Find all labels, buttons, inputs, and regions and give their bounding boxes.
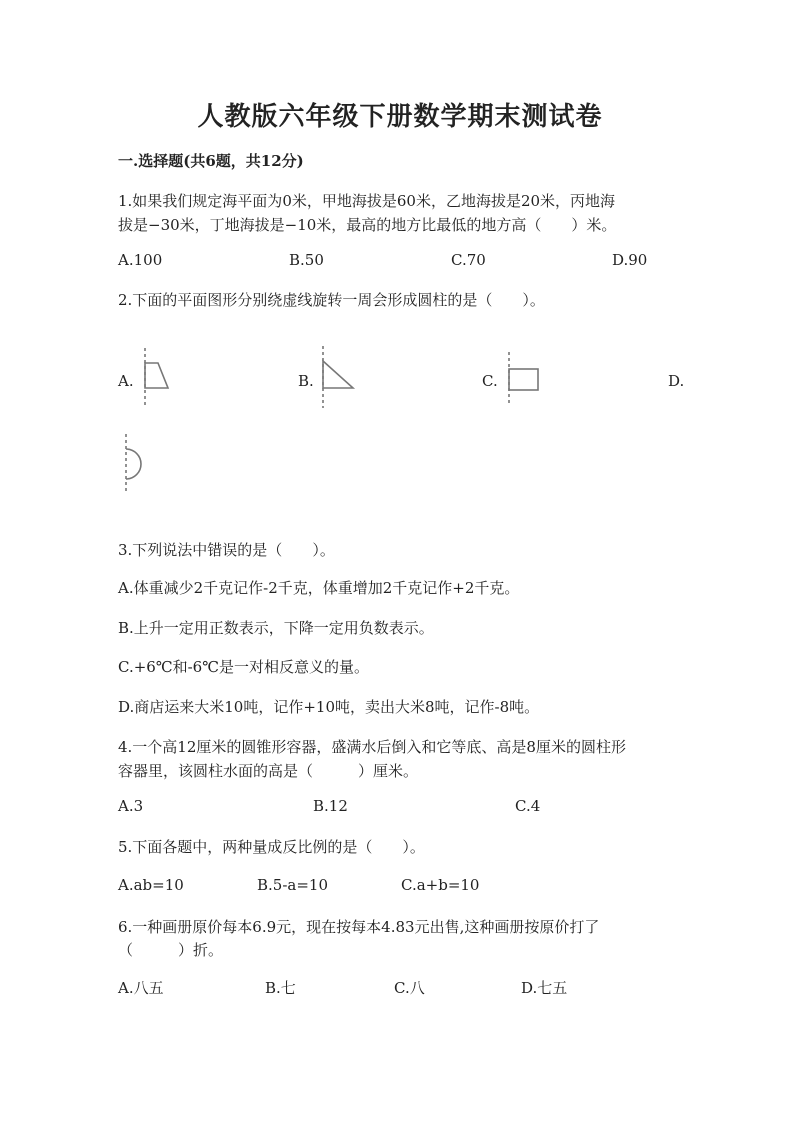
q3-option-b: B.上升一定用正数表示，下降一定用负数表示。: [118, 619, 434, 637]
section-heading: 一.选择题(共6题，共12分): [118, 152, 304, 170]
q1-text-line1: 1.如果我们规定海平面为0米，甲地海拔是60米，乙地海拔是20米，丙地海: [118, 192, 616, 210]
rectangle-figure: [502, 350, 544, 406]
trapezoid-figure: [136, 346, 176, 408]
triangle-figure: [316, 344, 358, 410]
q3-option-d: D.商店运来大米10吨，记作+10吨，卖出大米8吨，记作-8吨。: [118, 698, 540, 716]
q1-option-b: B.50: [289, 251, 324, 269]
q6-option-a: A.八五: [118, 979, 164, 997]
q6-text-line1: 6.一种画册原价每本6.9元，现在按每本4.83元出售,这种画册按原价打了: [118, 918, 600, 936]
q4-option-c: C.4: [515, 797, 541, 815]
q3-option-a: A.体重减少2千克记作-2千克，体重增加2千克记作+2千克。: [118, 579, 520, 597]
q4-text-line1: 4.一个高12厘米的圆锥形容器，盛满水后倒入和它等底、高是8厘米的圆柱形: [118, 738, 626, 756]
semicircle-figure: [118, 432, 154, 494]
q6-text-line2: （ ）折。: [118, 941, 224, 959]
q3-text: 3.下列说法中错误的是（ ）。: [118, 541, 335, 559]
q4-option-b: B.12: [313, 797, 348, 815]
q2-text: 2.下面的平面图形分别绕虚线旋转一周会形成圆柱的是（ ）。: [118, 291, 545, 309]
q4-option-a: A.3: [118, 797, 144, 815]
q1-option-c: C.70: [451, 251, 486, 269]
q2-option-b-label: B.: [298, 372, 314, 390]
page-title: 人教版六年级下册数学期末测试卷: [197, 102, 603, 132]
q2-option-a-label: A.: [118, 372, 134, 390]
q6-option-b: B.七: [265, 979, 296, 997]
q1-text-line2: 拔是−30米，丁地海拔是−10米，最高的地方比最低的地方高（ ）米。: [118, 216, 617, 234]
q5-option-a: A.ab=10: [118, 876, 184, 894]
q1-option-d: D.90: [612, 251, 648, 269]
q4-text-line2: 容器里，该圆柱水面的高是（ ）厘米。: [118, 762, 419, 780]
q5-text: 5.下面各题中，两种量成反比例的是（ ）。: [118, 838, 425, 856]
q5-option-c: C.a+b=10: [401, 876, 480, 894]
q2-option-d-label: D.: [668, 372, 685, 390]
q5-option-b: B.5-a=10: [257, 876, 329, 894]
q1-option-a: A.100: [118, 251, 163, 269]
q6-option-c: C.八: [394, 979, 425, 997]
q6-option-d: D.七五: [521, 979, 568, 997]
q3-option-c: C.+6℃和-6℃是一对相反意义的量。: [118, 658, 369, 676]
q2-option-c-label: C.: [482, 372, 498, 390]
